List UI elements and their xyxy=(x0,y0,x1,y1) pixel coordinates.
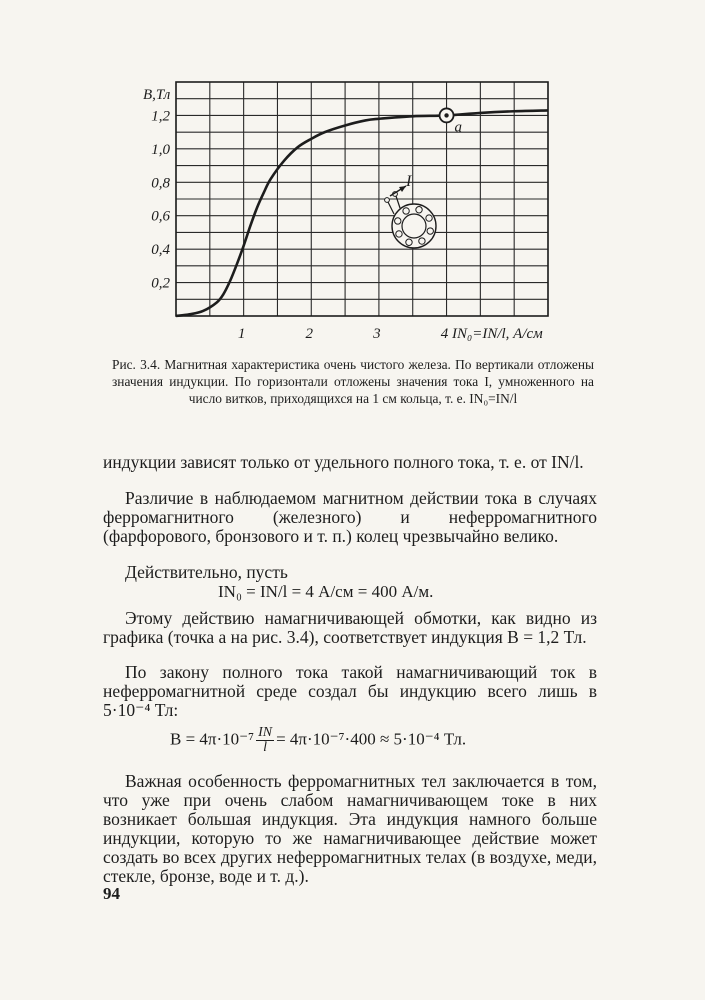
paragraph-6: Важная особенность ферромагнитных тел заключается в том, что уже при очень слабом намагничивающем токе в них возникает большая индукция. Эта индукция намного больше индукции, которую то же намагничивающее действие может создать во всех других неферромагнитных телах (в воздухе, меди, стекле, бронзе, воде и т. д.). xyxy=(103,771,597,886)
toroid-inset-icon xyxy=(385,173,436,248)
point-a-marker xyxy=(440,108,463,135)
y-tick-label: 0,2 xyxy=(151,275,170,292)
toroid-inner xyxy=(402,214,426,238)
paragraph-2: Различие в наблюдаемом магнитном действии тока в случаях ферромагнитного (железного) и неферромагнитного (фарфорового, бронзового и т. п.) колец чрезвычайно велико. xyxy=(103,488,597,546)
point-a-label: a xyxy=(454,119,463,136)
formula-2-numerator: IN xyxy=(258,725,273,740)
winding-turn xyxy=(416,207,422,213)
lead-wire xyxy=(396,196,400,208)
winding-turn xyxy=(395,218,401,224)
formula-2-fraction xyxy=(256,726,274,755)
x-tick-label: 2 xyxy=(305,326,314,342)
paragraph-1: индукции зависят только от удельного полного тока, т. е. от IN/l. xyxy=(103,452,584,472)
x-tick-label: 1 xyxy=(237,326,246,342)
point-a-dot xyxy=(444,113,448,117)
formula-2-denominator: l xyxy=(263,740,268,755)
lead-wire xyxy=(388,202,394,214)
winding-turn xyxy=(427,228,433,234)
y-axis-label: B,Тл xyxy=(143,87,171,103)
page-number: 94 xyxy=(103,884,120,903)
y-tick-label: 0,4 xyxy=(151,242,170,259)
formula-1: IN₀ = IN/l = 4 А/см = 400 А/м. xyxy=(218,582,434,601)
winding-turn xyxy=(396,231,402,237)
paragraph-3: Действительно, пусть xyxy=(125,562,288,582)
x-axis-label: IN₀=IN/l, А/см xyxy=(452,326,543,342)
y-tick-label: 0,8 xyxy=(151,175,170,192)
x-tick-label: 4 xyxy=(440,326,449,342)
figure-caption: Рис. 3.4. Магнитная характеристика очень чистого железа. По вертикали отложены значения индукции. По горизонтали отложены значения тока I, умноженного на число витков, приходящихся на 1 см кольца, т. е. IN₀=IN/l xyxy=(112,357,594,406)
lead-terminal xyxy=(385,198,390,203)
paragraph-4: Этому действию намагничивающей обмотки, как видно из графика (точка a на рис. 3.4), соответствует индукция B = 1,2 Тл. xyxy=(103,608,597,647)
winding-turn xyxy=(426,215,432,221)
winding-turn xyxy=(403,208,409,214)
x-tick-label: 3 xyxy=(373,326,381,342)
y-tick-label: 1,2 xyxy=(151,108,170,125)
y-tick-label: 0,6 xyxy=(151,208,170,225)
magnetization-chart xyxy=(0,0,705,350)
winding-turn xyxy=(406,239,412,245)
magnetization-curve xyxy=(176,110,548,316)
formula-2-lhs: B = 4π·10⁻⁷ xyxy=(170,729,255,749)
current-label: I xyxy=(406,173,412,190)
formula-2-rhs: = 4π·10⁻⁷·400 ≈ 5·10⁻⁴ Тл. xyxy=(276,729,467,749)
chart-grid xyxy=(176,82,548,316)
paragraph-5: По закону полного тока такой намагничивающий ток в неферромагнитной среде создал бы индукцию всего лишь в 5·10⁻⁴ Тл: xyxy=(103,662,597,720)
formula-2 xyxy=(170,726,466,755)
winding-turn xyxy=(419,238,425,244)
y-tick-label: 1,0 xyxy=(151,141,170,158)
